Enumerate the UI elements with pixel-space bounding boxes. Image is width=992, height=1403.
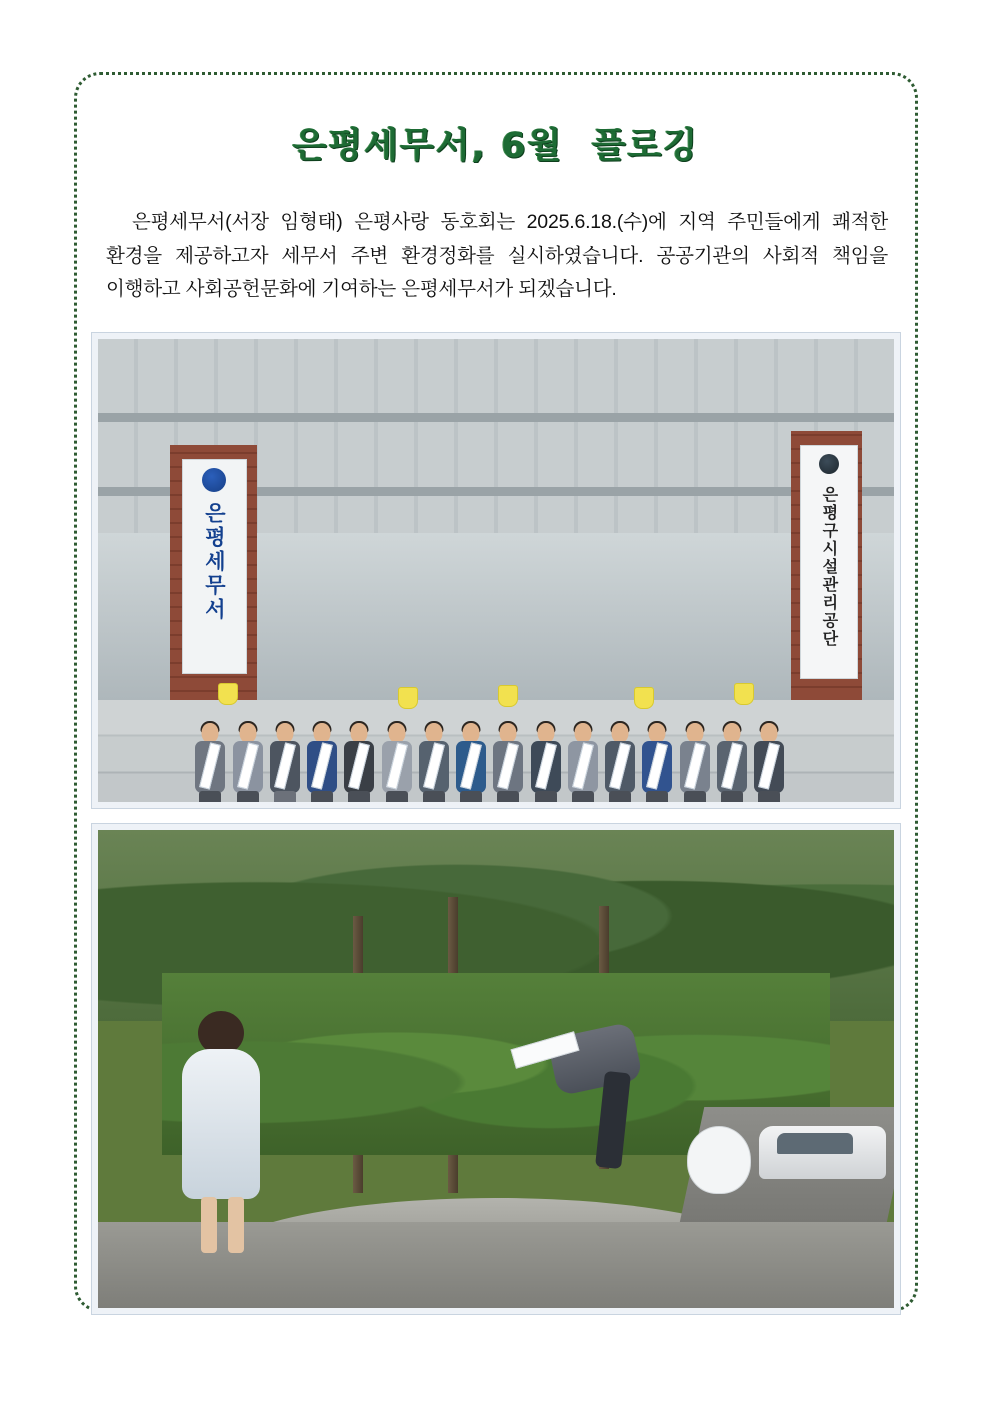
facility-logo-icon [819, 454, 839, 474]
photo-1-scene [98, 339, 894, 802]
group-of-participants [194, 519, 815, 723]
trash-bag-icon [734, 683, 754, 705]
ceiling-beam [98, 413, 894, 422]
participant-picking-litter [552, 1030, 695, 1231]
trash-bag-icon [498, 685, 518, 707]
parked-car [759, 1126, 886, 1179]
participant-walking [170, 1011, 273, 1279]
photo-2-scene [98, 830, 894, 1308]
page-title: 은평세무서, 6월 플로깅 [292, 126, 700, 166]
trash-bag-icon [398, 687, 418, 709]
sign-right-text: 은평구시설관리공단 [819, 486, 839, 649]
trash-bag-icon [634, 687, 654, 709]
collection-bag-icon [687, 1126, 751, 1194]
photo-gallery [92, 333, 900, 1314]
photo-group-entrance [92, 333, 900, 808]
photo-cleanup-park [92, 824, 900, 1314]
trash-bag-icon [218, 683, 238, 705]
document-content [92, 90, 900, 1294]
government-emblem-icon [202, 468, 226, 492]
sign-left-text: 은평세무서 [202, 501, 227, 622]
body-paragraph: 은평세무서(서장 임형태) 은평사랑 동호회는 2025.6.18.(수)에 지역 주민들에게 쾌적한 환경을 제공하고자 세무서 주변 환경정화를 실시하였습니다. 공공기관의 사회적 책임을 이행하고 사회공헌문화에 기여하는 은평세무서가 되겠습니다. [106, 211, 888, 301]
